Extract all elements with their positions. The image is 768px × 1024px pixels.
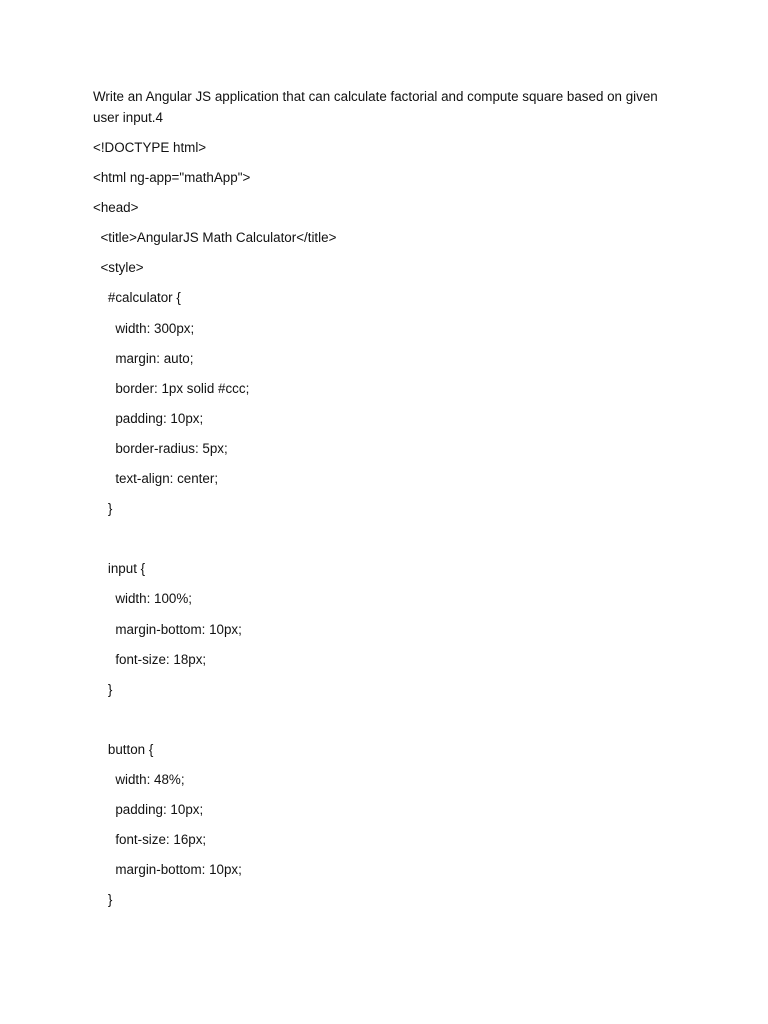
code-line: border-radius: 5px; bbox=[93, 440, 228, 456]
code-line: <head> bbox=[93, 200, 139, 216]
document-page bbox=[93, 86, 678, 919]
code-line: font-size: 16px; bbox=[93, 832, 207, 848]
code-line: font-size: 18px; bbox=[93, 651, 207, 667]
code-line: padding: 10px; bbox=[93, 802, 204, 818]
code-line: padding: 10px; bbox=[93, 410, 204, 426]
code-line: margin-bottom: 10px; bbox=[93, 621, 242, 637]
code-line: <title>AngularJS Math Calculator</title> bbox=[93, 230, 337, 246]
code-line: margin: auto; bbox=[93, 350, 194, 366]
code-line bbox=[93, 709, 678, 739]
code-line: input { bbox=[93, 561, 146, 577]
code-line: border: 1px solid #ccc; bbox=[93, 380, 250, 396]
code-line: } bbox=[93, 892, 113, 908]
code-line: <style> bbox=[93, 260, 144, 276]
code-line bbox=[93, 528, 678, 558]
task-description: Write an Angular JS application that can calculate factorial and compute square based on given user input.4 bbox=[93, 89, 662, 125]
code-line: width: 300px; bbox=[93, 320, 195, 336]
code-line: } bbox=[93, 681, 113, 697]
code-line: #calculator { bbox=[93, 290, 181, 306]
code-line: <html ng-app="mathApp"> bbox=[93, 170, 251, 186]
code-line: width: 48%; bbox=[93, 771, 185, 787]
code-line: text-align: center; bbox=[93, 471, 219, 487]
code-line: margin-bottom: 10px; bbox=[93, 862, 242, 878]
code-line: } bbox=[93, 501, 113, 517]
code-listing bbox=[93, 137, 678, 919]
code-line: width: 100%; bbox=[93, 591, 192, 607]
code-line: button { bbox=[93, 741, 154, 757]
code-line: <!DOCTYPE html> bbox=[93, 140, 207, 155]
